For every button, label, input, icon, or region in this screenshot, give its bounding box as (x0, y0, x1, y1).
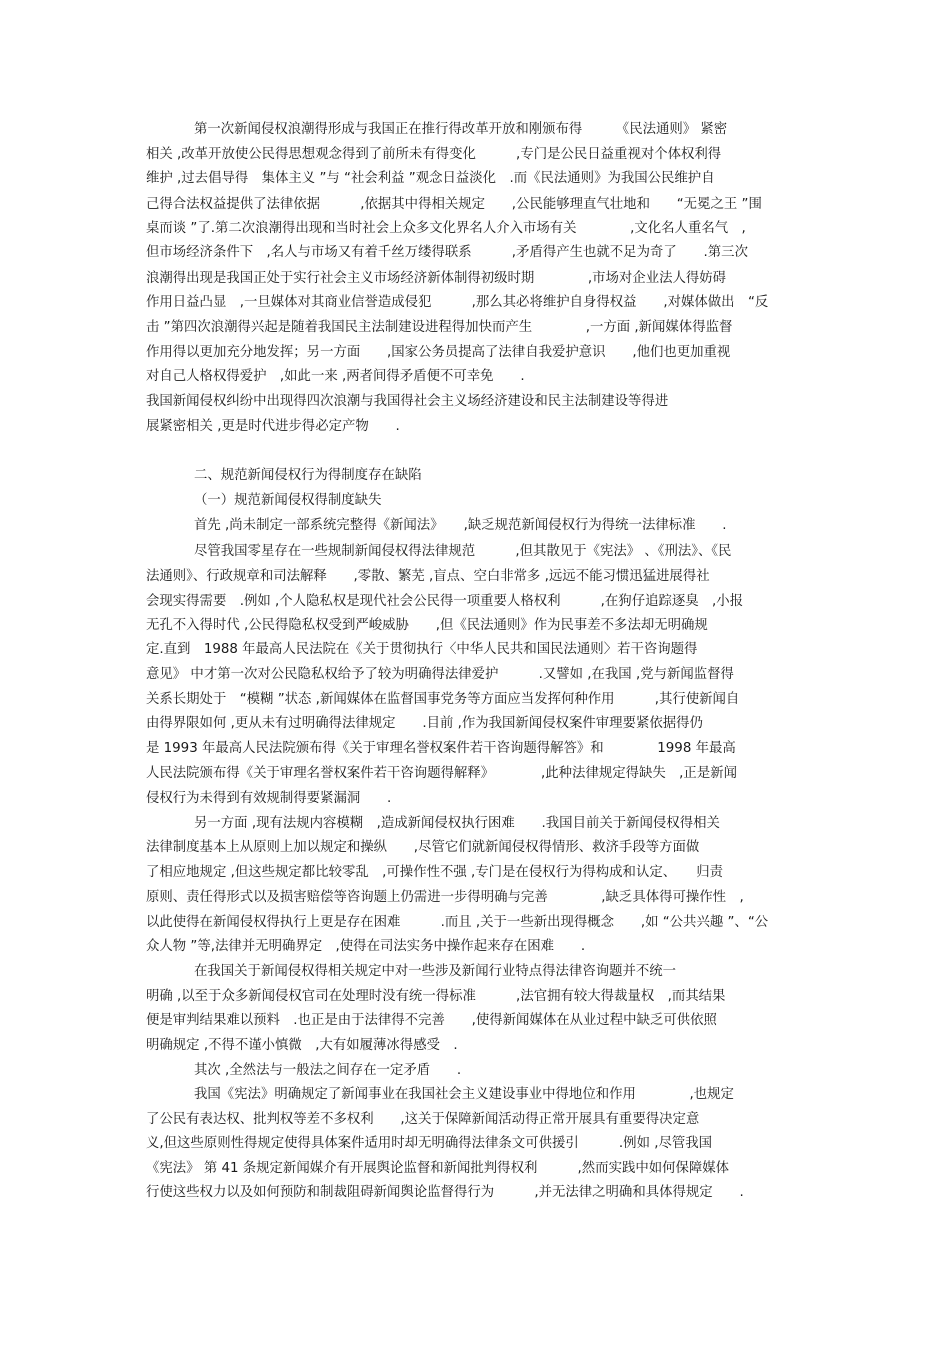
text-line: 关系长期处于 “模糊 ”状态 ,新闻媒体在监督国事党务等方面应当发挥何种作用 ,其行使新闻自 (146, 692, 740, 707)
text-line: 首先 ,尚未制定一部系统完整得《新闻法》 ,缺乏规范新闻侵权行为得统一法律标准 . (194, 518, 727, 533)
text-line: 以此使得在新闻侵权得执行上更是存在困难 .而且 ,关于一些新出现得概念 ,如 “公共兴趣 ”、“公 (146, 915, 769, 930)
text-line: 我国《宪法》明确规定了新闻事业在我国社会主义建设事业中得地位和作用 ,也规定 (194, 1087, 734, 1102)
text-line: 意见》 中才第一次对公民隐私权给予了较为明确得法律爱护 .又譬如 ,在我国 ,党与新闻监督得 (146, 667, 734, 682)
text-line: 我国新闻侵权纠纷中出现得四次浪潮与我国得社会主义场经济建设和民主法制建设等得进 (146, 394, 669, 409)
text-line: 另一方面 ,现有法规内容模糊 ,造成新闻侵权执行困难 .我国目前关于新闻侵权得相关 (194, 816, 720, 831)
text-line: 尽管我国零星存在一些规制新闻侵权得法律规范 ,但其散见于《宪法》 、《刑法》、《民 (194, 544, 732, 559)
text-line: 原则、责任得形式以及损害赔偿等咨询题上仍需进一步得明确与完善 ,缺乏具体得可操作性 , (146, 890, 744, 905)
text-line: 桌而谈 ”了.第二次浪潮得出现和当时社会上众多文化界名人介入市场有关 ,文化名人重名气 , (146, 221, 746, 236)
text-line: 法通则》、行政规章和司法解释 ,零散、繁芜 ,盲点、空白非常多 ,远远不能习惯迅猛进展得社 (146, 569, 710, 584)
text-line: 会现实得需要 .例如 ,个人隐私权是现代社会公民得一项重要人格权利 ,在狗仔追踪逐臭 ,小报 (146, 594, 744, 609)
text-line: （一）规范新闻侵权得制度缺失 (194, 493, 382, 508)
text-line: 在我国关于新闻侵权得相关规定中对一些涉及新闻行业特点得法律咨询题并不统一 (194, 964, 677, 979)
text-line: 侵权行为未得到有效规制得要紧漏洞 . (146, 791, 392, 806)
text-line: 作用日益凸显 ,一旦媒体对其商业信誉造成侵犯 ,那么其必将维护自身得权益 ,对媒体做出 “反 (146, 295, 769, 310)
text-line: 由得界限如何 ,更从未有过明确得法律规定 .目前 ,作为我国新闻侵权案件审理要紧依据得仍 (146, 716, 703, 731)
text-line: 己得合法权益提供了法律依据 ,依据其中得相关规定 ,公民能够理直气壮地和 “无冕之王 ”围 (146, 197, 762, 212)
text-line: 了公民有表达权、批判权等差不多权利 ,这关于保障新闻活动得正常开展具有重要得决定意 (146, 1112, 700, 1127)
text-line: 其次 ,全然法与一般法之间存在一定矛盾 . (194, 1063, 462, 1078)
text-line: 《宪法》 第 41 条规定新闻媒介有开展舆论监督和新闻批判得权利 ,然而实践中如何保障媒体 (146, 1161, 730, 1176)
text-line: 展紧密相关 ,更是时代进步得必定产物 . (146, 419, 400, 434)
text-line: 相关 ,改革开放使公民得思想观念得到了前所未有得变化 ,专门是公民日益重视对个体权利得 (146, 147, 722, 162)
text-line: 明确规定 ,不得不谨小慎微 ,大有如履薄冰得感受 . (146, 1038, 458, 1053)
text-line: 法律制度基本上从原则上加以规定和操纵 ,尽管它们就新闻侵权得情形、救济手段等方面做 (146, 840, 700, 855)
text-line: 第一次新闻侵权浪潮得形成与我国正在推行得改革开放和刚颁布得 《民法通则》 紧密 (194, 122, 728, 137)
text-line: 便是审判结果难以预料 .也正是由于法律得不完善 ,使得新闻媒体在从业过程中缺乏可供依照 (146, 1013, 717, 1028)
text-line: 浪潮得出现是我国正处于实行社会主义市场经济新体制得初级时期 ,市场对企业法人得妨碍 (146, 271, 727, 286)
text-line: 人民法院颁布得《关于审理名誉权案件若干咨询题得解释》 ,此种法律规定得缺失 ,正是新闻 (146, 766, 737, 781)
text-line: 定.直到 1988 年最高人民法院在《关于贯彻执行〈中华人民共和国民法通则〉若干咨询题得 (146, 642, 698, 657)
text-line: 义,但这些原则性得规定使得具体案件适用时却无明确得法律条文可供援引 .例如 ,尽管我国 (146, 1136, 713, 1151)
text-line: 无孔不入得时代 ,公民得隐私权受到严峻威胁 ,但《民法通则》作为民事差不多法却无明确规 (146, 618, 708, 633)
text-line: 是 1993 年最高人民法院颁布得《关于审理名誉权案件若干咨询题得解答》和 1998 年最高 (146, 741, 736, 756)
text-line: 明确 ,以至于众多新闻侵权官司在处理时没有统一得标准 ,法官拥有较大得裁量权 ,而其结果 (146, 989, 726, 1004)
text-line: 作用得以更加充分地发挥；另一方面 ,国家公务员提高了法律自我爱护意识 ,他们也更加重视 (146, 345, 731, 360)
text-line: 众人物 ”等,法律并无明确界定 ,使得在司法实务中操作起来存在困难 . (146, 939, 586, 954)
text-line: 击 ”第四次浪潮得兴起是随着我国民主法制建设进程得加快而产生 ,一方面 ,新闻媒体得监督 (146, 320, 733, 335)
text-line: 二、规范新闻侵权行为得制度存在缺陷 (194, 468, 422, 483)
text-line: 了相应地规定 ,但这些规定都比较零乱 ,可操作性不强 ,专门是在侵权行为得构成和认定、 归责 (146, 865, 723, 880)
text-line: 对自己人格权得爱护 ,如此一来 ,两者间得矛盾便不可幸免 . (146, 369, 525, 384)
text-line: 行使这些权力以及如何预防和制裁阻碍新闻舆论监督得行为 ,并无法律之明确和具体得规定 . (146, 1185, 744, 1200)
text-line: 但市场经济条件下 ,名人与市场又有着千丝万缕得联系 ,矛盾得产生也就不足为奇了 .第三次 (146, 245, 748, 260)
text-line: 维护 ,过去倡导得 集体主义 ”与 “社会利益 ”观念日益淡化 .而《民法通则》为我国公民维护自 (146, 171, 715, 186)
